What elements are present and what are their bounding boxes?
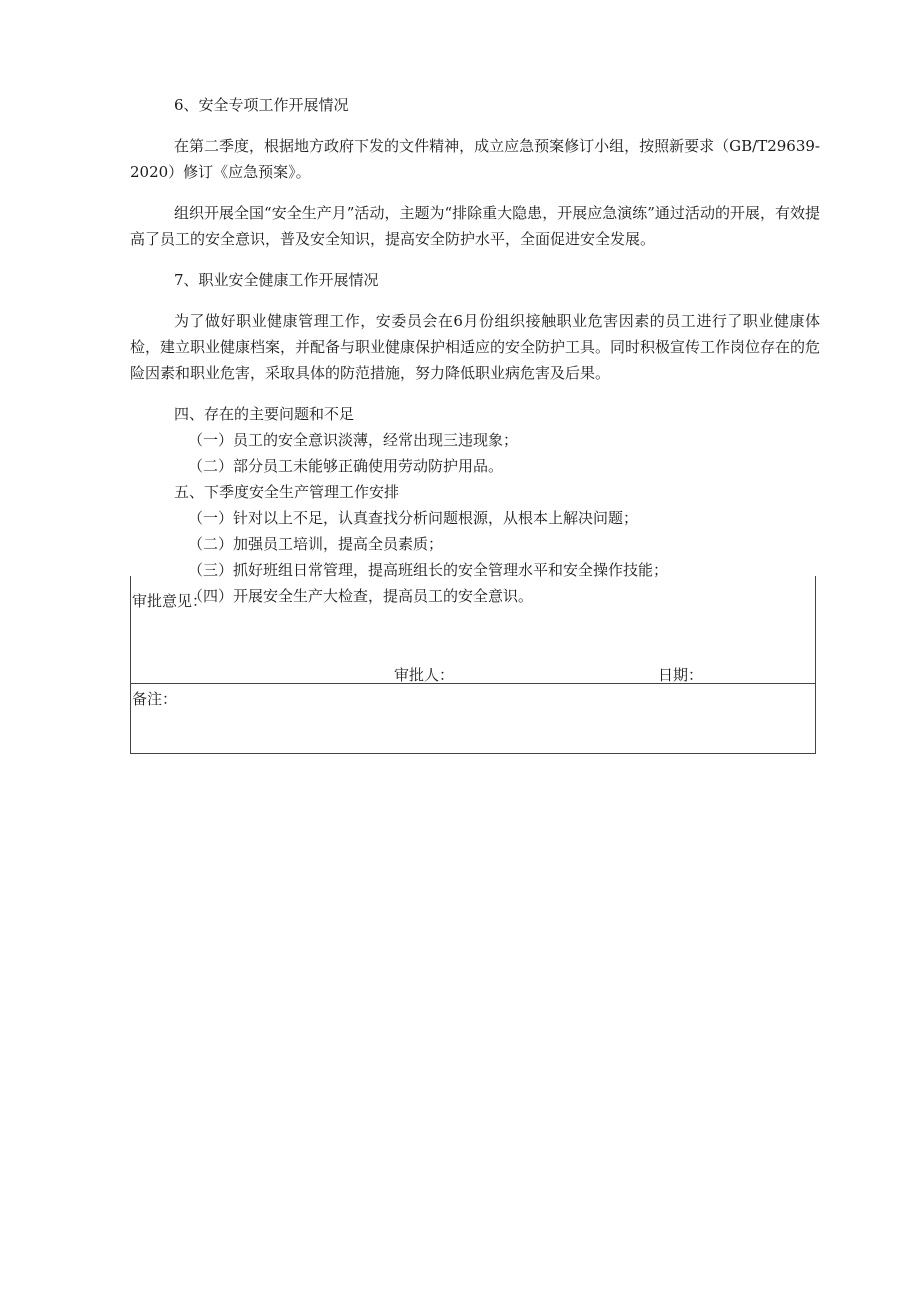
approver-label: 审批人： [394,666,455,684]
report-body [130,92,820,609]
table-border-bottom [130,753,816,754]
table-divider [130,683,816,684]
plan-item-1: （一）针对以上不足，认真查找分析问题根源，从根本上解决问题； [188,509,639,527]
approval-table [130,576,816,754]
remarks-label: 备注： [132,690,178,708]
section-6-paragraph-1: 在第二季度，根据地方政府下发的文件精神，成立应急预案修订小组，按照新要求（GB/T29639-2020）修订《应急预案》。 [130,137,820,181]
section-6-title: 6、安全专项工作开展情况 [174,96,349,114]
table-border-right [815,576,816,754]
table-border-left [130,576,131,754]
plan-item-3: （三）抓好班组日常管理，提高班组长的安全管理水平和安全操作技能； [188,561,669,579]
section-5-title: 五、下季度安全生产管理工作安排 [174,483,400,501]
section-4-title: 四、存在的主要问题和不足 [174,405,355,423]
problem-item-2: （二）部分员工未能够正确使用劳动防护用品。 [188,457,504,475]
problem-item-1: （一）员工的安全意识淡薄，经常出现三违现象； [188,431,519,449]
section-7-title: 7、职业安全健康工作开展情况 [174,271,379,289]
plan-item-2: （二）加强员工培训，提高全员素质； [188,535,444,553]
plan-item-4: （四）开展安全生产大检查，提高员工的安全意识。 [188,587,534,605]
section-6-paragraph-2: 组织开展全国“安全生产月”活动，主题为“排除重大隐患，开展应急演练”通过活动的开展，有效提高了员工的安全意识，普及安全知识，提高安全防护水平，全面促进安全发展。 [130,204,820,248]
section-7-paragraph-1: 为了做好职业健康管理工作，安委员会在6月份组织接触职业危害因素的员工进行了职业健康体检，建立职业健康档案，并配备与职业健康保护相适应的安全防护工具。同时积极宣传工作岗位存在的危险因素和职业危害，采取具体的防范措施，努力降低职业病危害及后果。 [130,312,821,382]
approval-opinion-label: 审批意见： [132,592,208,610]
date-label: 日期： [658,666,704,684]
